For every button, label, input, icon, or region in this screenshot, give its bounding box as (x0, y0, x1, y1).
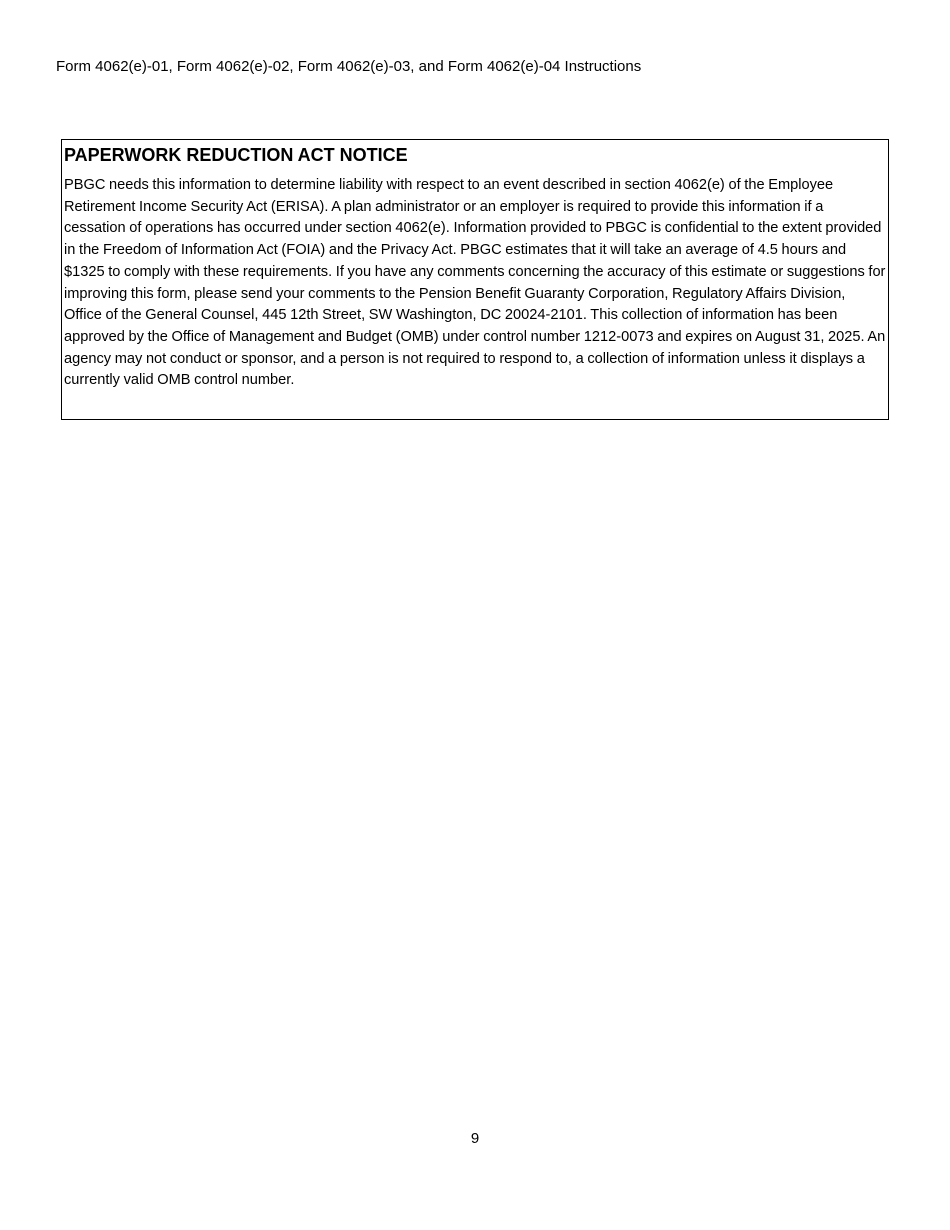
paperwork-reduction-notice-box (61, 139, 889, 420)
page-header-title: Form 4062(e)-01, Form 4062(e)-02, Form 4062(e)-03, and Form 4062(e)-04 Instructions (56, 58, 642, 75)
notice-body-text: PBGC needs this information to determine liability with respect to an event described in section 4062(e) of the Employee Retirement Income Security Act (ERISA). A plan administrator or an employer is required to provide this information if a cessation of operations has occurred under section 4062(e). Information provided to PBGC is confidential to the extent provided in the Freedom of Information Act (FOIA) and the Privacy Act. PBGC estimates that it will take an average of 4.5 hours and $1325 to comply with these requirements. If you have any comments concerning the accuracy of this estimate or suggestions for improving this form, please send your comments to the Pension Benefit Guaranty Corporation, Regulatory Affairs Division, Office of the General Counsel, 445 12th Street, SW Washington, DC 20024-2101. This collection of information has been approved by the Office of Management and Budget (OMB) under control number 1212-0073 and expires on August 31, 2025. An agency may not conduct or sponsor, and a person is not required to respond to, a collection of information unless it displays a currently valid OMB control number. (64, 177, 886, 389)
page-number: 9 (470, 1130, 480, 1147)
notice-heading: PAPERWORK REDUCTION ACT NOTICE (64, 145, 408, 165)
